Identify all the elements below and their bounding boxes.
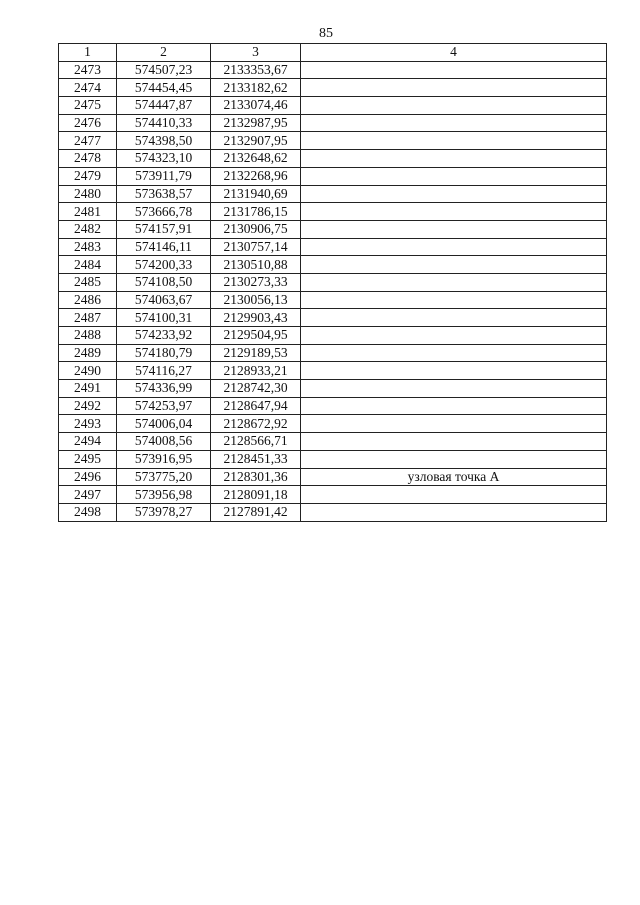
column-header-1: 1 bbox=[59, 44, 117, 62]
note-cell bbox=[301, 503, 607, 521]
y-coordinate-cell: 2130273,33 bbox=[211, 273, 301, 291]
point-number-cell: 2480 bbox=[59, 185, 117, 203]
point-number-cell: 2485 bbox=[59, 273, 117, 291]
point-number-cell: 2498 bbox=[59, 503, 117, 521]
y-coordinate-cell: 2128451,33 bbox=[211, 450, 301, 468]
table-row bbox=[59, 397, 607, 415]
x-coordinate-cell: 574507,23 bbox=[117, 61, 211, 79]
x-coordinate-cell: 574410,33 bbox=[117, 114, 211, 132]
y-coordinate-cell: 2128647,94 bbox=[211, 397, 301, 415]
note-cell bbox=[301, 273, 607, 291]
x-coordinate-cell: 574253,97 bbox=[117, 397, 211, 415]
note-cell bbox=[301, 380, 607, 398]
point-number-cell: 2479 bbox=[59, 167, 117, 185]
x-coordinate-cell: 574323,10 bbox=[117, 150, 211, 168]
point-number-cell: 2492 bbox=[59, 397, 117, 415]
x-coordinate-cell: 574116,27 bbox=[117, 362, 211, 380]
x-coordinate-cell: 574200,33 bbox=[117, 256, 211, 274]
x-coordinate-cell: 574180,79 bbox=[117, 344, 211, 362]
table-row bbox=[59, 203, 607, 221]
note-cell bbox=[301, 344, 607, 362]
point-number-cell: 2484 bbox=[59, 256, 117, 274]
x-coordinate-cell: 574146,11 bbox=[117, 238, 211, 256]
table-row bbox=[59, 238, 607, 256]
y-coordinate-cell: 2129504,95 bbox=[211, 327, 301, 345]
y-coordinate-cell: 2132268,96 bbox=[211, 167, 301, 185]
x-coordinate-cell: 574100,31 bbox=[117, 309, 211, 327]
y-coordinate-cell: 2133182,62 bbox=[211, 79, 301, 97]
y-coordinate-cell: 2133353,67 bbox=[211, 61, 301, 79]
x-coordinate-cell: 573956,98 bbox=[117, 486, 211, 504]
note-cell bbox=[301, 132, 607, 150]
y-coordinate-cell: 2129189,53 bbox=[211, 344, 301, 362]
x-coordinate-cell: 573916,95 bbox=[117, 450, 211, 468]
x-coordinate-cell: 574157,91 bbox=[117, 220, 211, 238]
note-cell bbox=[301, 61, 607, 79]
table-row bbox=[59, 291, 607, 309]
note-cell bbox=[301, 167, 607, 185]
x-coordinate-cell: 573638,57 bbox=[117, 185, 211, 203]
x-coordinate-cell: 574008,56 bbox=[117, 433, 211, 451]
y-coordinate-cell: 2130757,14 bbox=[211, 238, 301, 256]
y-coordinate-cell: 2128672,92 bbox=[211, 415, 301, 433]
table-row bbox=[59, 114, 607, 132]
point-number-cell: 2486 bbox=[59, 291, 117, 309]
note-cell bbox=[301, 450, 607, 468]
x-coordinate-cell: 574006,04 bbox=[117, 415, 211, 433]
y-coordinate-cell: 2132907,95 bbox=[211, 132, 301, 150]
point-number-cell: 2490 bbox=[59, 362, 117, 380]
y-coordinate-cell: 2128566,71 bbox=[211, 433, 301, 451]
point-number-cell: 2475 bbox=[59, 97, 117, 115]
y-coordinate-cell: 2130510,88 bbox=[211, 256, 301, 274]
note-cell bbox=[301, 486, 607, 504]
point-number-cell: 2489 bbox=[59, 344, 117, 362]
table-row bbox=[59, 503, 607, 521]
point-number-cell: 2476 bbox=[59, 114, 117, 132]
x-coordinate-cell: 574108,50 bbox=[117, 273, 211, 291]
table-body bbox=[59, 61, 607, 521]
note-cell: узловая точка А bbox=[301, 468, 607, 486]
point-number-cell: 2487 bbox=[59, 309, 117, 327]
x-coordinate-cell: 574398,50 bbox=[117, 132, 211, 150]
y-coordinate-cell: 2131940,69 bbox=[211, 185, 301, 203]
table-row bbox=[59, 433, 607, 451]
table-row bbox=[59, 132, 607, 150]
note-cell bbox=[301, 415, 607, 433]
x-coordinate-cell: 573775,20 bbox=[117, 468, 211, 486]
point-number-cell: 2477 bbox=[59, 132, 117, 150]
column-header-2: 2 bbox=[117, 44, 211, 62]
x-coordinate-cell: 574233,92 bbox=[117, 327, 211, 345]
y-coordinate-cell: 2132648,62 bbox=[211, 150, 301, 168]
table-row bbox=[59, 150, 607, 168]
note-cell bbox=[301, 114, 607, 132]
y-coordinate-cell: 2127891,42 bbox=[211, 503, 301, 521]
table-row bbox=[59, 79, 607, 97]
table-row bbox=[59, 327, 607, 345]
x-coordinate-cell: 574063,67 bbox=[117, 291, 211, 309]
page-number: 85 bbox=[319, 26, 333, 41]
note-cell bbox=[301, 362, 607, 380]
table-row bbox=[59, 380, 607, 398]
table-row bbox=[59, 97, 607, 115]
y-coordinate-cell: 2129903,43 bbox=[211, 309, 301, 327]
point-number-cell: 2483 bbox=[59, 238, 117, 256]
table-row bbox=[59, 309, 607, 327]
table-row bbox=[59, 362, 607, 380]
table-row bbox=[59, 220, 607, 238]
note-cell bbox=[301, 291, 607, 309]
note-cell bbox=[301, 256, 607, 274]
x-coordinate-cell: 574447,87 bbox=[117, 97, 211, 115]
note-cell bbox=[301, 203, 607, 221]
x-coordinate-cell: 574336,99 bbox=[117, 380, 211, 398]
x-coordinate-cell: 573978,27 bbox=[117, 503, 211, 521]
point-number-cell: 2488 bbox=[59, 327, 117, 345]
note-cell bbox=[301, 327, 607, 345]
point-number-cell: 2478 bbox=[59, 150, 117, 168]
table-row bbox=[59, 61, 607, 79]
y-coordinate-cell: 2130906,75 bbox=[211, 220, 301, 238]
table-row bbox=[59, 256, 607, 274]
point-number-cell: 2473 bbox=[59, 61, 117, 79]
note-cell bbox=[301, 220, 607, 238]
table-row bbox=[59, 273, 607, 291]
y-coordinate-cell: 2128091,18 bbox=[211, 486, 301, 504]
y-coordinate-cell: 2128301,36 bbox=[211, 468, 301, 486]
table-row bbox=[59, 415, 607, 433]
note-cell bbox=[301, 238, 607, 256]
note-cell bbox=[301, 309, 607, 327]
table-row bbox=[59, 468, 607, 486]
point-number-cell: 2474 bbox=[59, 79, 117, 97]
note-cell bbox=[301, 97, 607, 115]
note-cell bbox=[301, 433, 607, 451]
point-number-cell: 2494 bbox=[59, 433, 117, 451]
table-header-row bbox=[59, 44, 607, 62]
table-row bbox=[59, 486, 607, 504]
y-coordinate-cell: 2128933,21 bbox=[211, 362, 301, 380]
x-coordinate-cell: 574454,45 bbox=[117, 79, 211, 97]
column-header-4: 4 bbox=[301, 44, 607, 62]
table-row bbox=[59, 344, 607, 362]
point-number-cell: 2482 bbox=[59, 220, 117, 238]
y-coordinate-cell: 2133074,46 bbox=[211, 97, 301, 115]
point-number-cell: 2496 bbox=[59, 468, 117, 486]
note-cell bbox=[301, 185, 607, 203]
table-row bbox=[59, 450, 607, 468]
table-row bbox=[59, 185, 607, 203]
note-cell bbox=[301, 150, 607, 168]
note-cell bbox=[301, 79, 607, 97]
y-coordinate-cell: 2131786,15 bbox=[211, 203, 301, 221]
point-number-cell: 2493 bbox=[59, 415, 117, 433]
y-coordinate-cell: 2132987,95 bbox=[211, 114, 301, 132]
x-coordinate-cell: 573666,78 bbox=[117, 203, 211, 221]
y-coordinate-cell: 2130056,13 bbox=[211, 291, 301, 309]
coordinates-table bbox=[58, 43, 607, 522]
point-number-cell: 2497 bbox=[59, 486, 117, 504]
y-coordinate-cell: 2128742,30 bbox=[211, 380, 301, 398]
table-row bbox=[59, 167, 607, 185]
point-number-cell: 2491 bbox=[59, 380, 117, 398]
note-cell bbox=[301, 397, 607, 415]
column-header-3: 3 bbox=[211, 44, 301, 62]
x-coordinate-cell: 573911,79 bbox=[117, 167, 211, 185]
point-number-cell: 2495 bbox=[59, 450, 117, 468]
point-number-cell: 2481 bbox=[59, 203, 117, 221]
